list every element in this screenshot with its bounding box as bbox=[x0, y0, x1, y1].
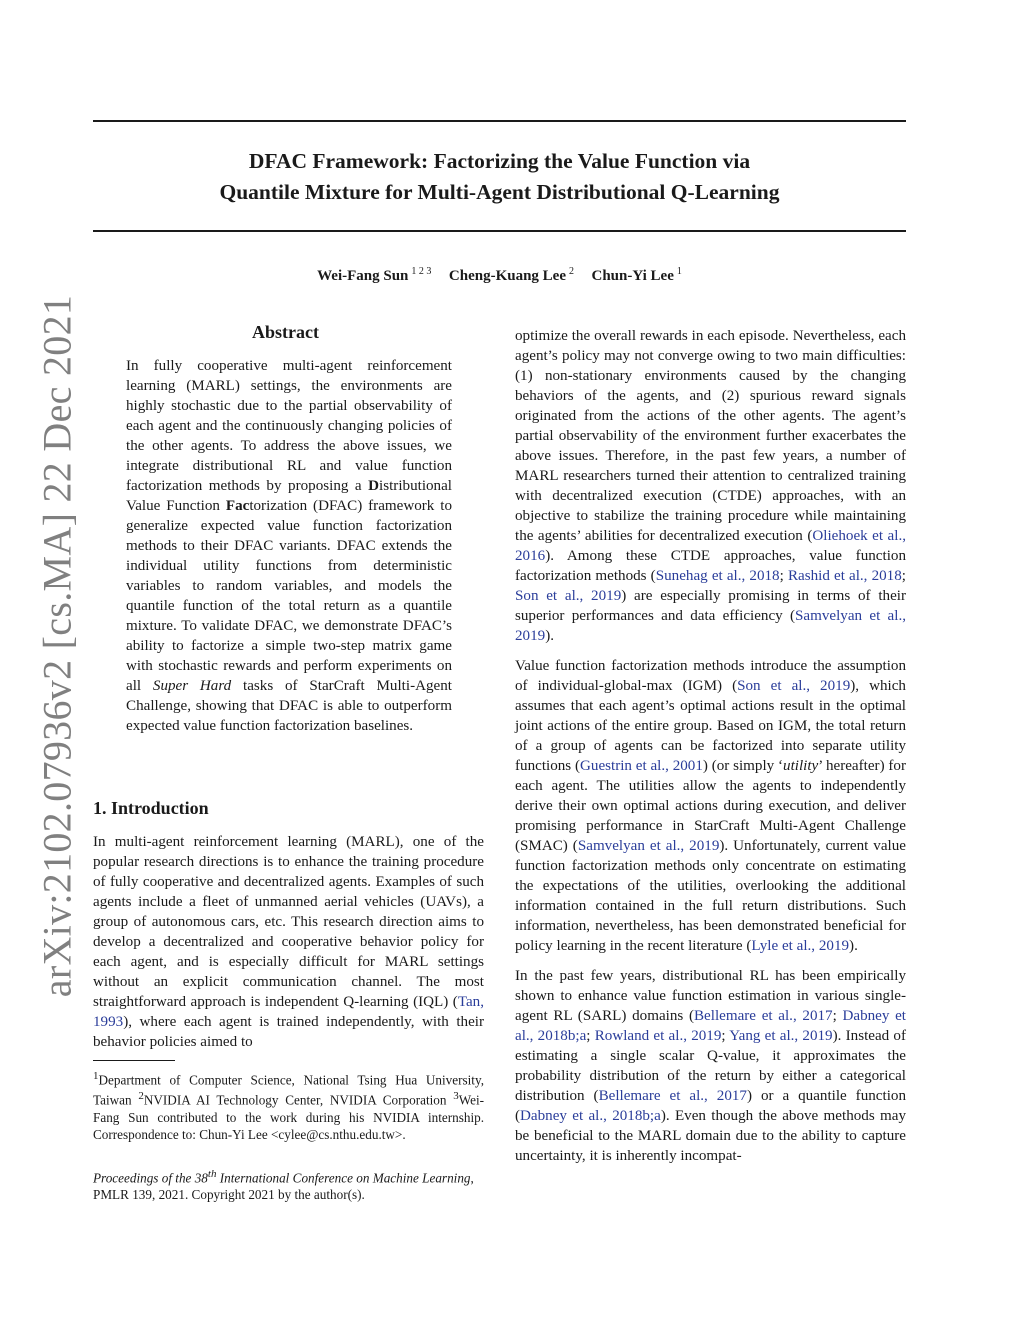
author-affiliation: 1 2 3 bbox=[411, 266, 432, 277]
author-name: Chun-Yi Lee bbox=[591, 268, 674, 284]
citation-link[interactable]: Oliehoek et al., 2016 bbox=[515, 528, 906, 564]
abstract-paragraph: In fully cooperative multi-agent reinforcement learning (MARL) settings, the environments are highly stochastic due to the partial observability of each agent and the continuously changing policies of the other agents. To address the above issues, we integrate distributional RL and value function factorization methods by proposing a Distributional Value Function Factorization (DFAC) framework to generalize expected value function factorization methods to their DFAC variants. DFAC extends the individual utility functions from deterministic variables to random variables, and models the quantile function of the total return as a quantile mixture. To validate DFAC, we demonstrate DFAC’s ability to factorize a simple two-step matrix game with stochastic rewards and perform experiments on all Super Hard tasks of StarCraft Multi-Agent Challenge, showing that DFAC is able to outperform expected value function factorization baselines. bbox=[126, 358, 452, 734]
citation-link[interactable]: Bellemare et al., 2017 bbox=[693, 1008, 833, 1024]
abstract-heading: Abstract bbox=[252, 322, 319, 342]
citation-link[interactable]: Guestrin et al., 2001 bbox=[580, 758, 703, 774]
citation-link[interactable]: Rashid et al., 2018 bbox=[787, 568, 902, 584]
body-paragraph: optimize the overall rewards in each episode. Nevertheless, each agent’s policy may not converge owing to two main difficulties: (1) non-stationary environments caused by the changing behaviors of the agents, and (2) spurious reward signals originated from the actions of the other agents. The agent’s partial observability of the environment further exacerbates the above issues. Therefore, in the past few years, a number of MARL researchers turned their attention to centralized training with decentralized execution (CTDE) approaches, with an objective to stabilize the training procedure while maintaining the agents’ abilities for decentralized execution (Oliehoek et al., 2016). Among these CTDE approaches, value function factorization methods (Sunehag et al., 2018; Rashid et al., 2018; Son et al., 2019) are especially promising in terms of their superior performances and data efficiency (Samvelyan et al., 2019). bbox=[515, 328, 906, 644]
author-name: Wei-Fang Sun bbox=[317, 268, 409, 284]
citation-link[interactable]: Yang et al., 2019 bbox=[729, 1028, 833, 1044]
emphasis-text: Super Hard bbox=[152, 678, 232, 694]
author-affiliation: 1 bbox=[676, 266, 682, 277]
title-top-rule bbox=[93, 120, 906, 122]
citation-link[interactable]: Tan, 1993 bbox=[93, 994, 484, 1030]
author-name: Cheng-Kuang Lee bbox=[448, 268, 566, 284]
footnote-rule bbox=[93, 1060, 175, 1061]
title-line-1: DFAC Framework: Factorizing the Value Function via bbox=[248, 149, 751, 173]
arxiv-identifier: arXiv:2102.07936v2 [cs.MA] 22 Dec 2021 bbox=[34, 294, 80, 998]
body-paragraph: Value function factorization methods introduce the assumption of individual-global-max (IGM) (Son et al., 2019), which assumes that each agent’s optimal actions result in the optimal joint actions of the entire group. Based on IGM, the total return of a group of agents can be factorized into separate utility functions (Guestrin et al., 2001) (or simply ‘utility’ hereafter) for each agent. The utilities allow the agents to independently derive their own optimal actions during execution, and deliver promising performance in StarCraft Multi-Agent Challenge (SMAC) (Samvelyan et al., 2019). Unfortunately, current value function factorization methods only concentrate on estimating the expectations of the utilities, overlooking the additional information contained in the full return distributions. Such information, nevertheless, has been demonstrated beneficial for policy learning in the recent literature (Lyle et al., 2019). bbox=[515, 658, 906, 954]
paper-title bbox=[93, 146, 906, 208]
title-line-2: Quantile Mixture for Multi-Agent Distributional Q-Learning bbox=[219, 180, 780, 204]
citation-link[interactable]: Bellemare et al., 2017 bbox=[598, 1088, 747, 1104]
abstract-body bbox=[126, 356, 452, 736]
citation-link[interactable]: Rowland et al., 2019 bbox=[594, 1028, 722, 1044]
citation-link[interactable]: Sunehag et al., 2018 bbox=[655, 568, 780, 584]
body-paragraph: In the past few years, distributional RL has been empirically shown to enhance value function estimation in various single-agent RL (SARL) domains (Bellemare et al., 2017; Dabney et al., 2018b;a; Rowland et al., 2019; Yang et al., 2019). Instead of estimating a single scalar Q-value, it approximates the probability distribution of the return by either a categorical distribution (Bellemare et al., 2017) or a quantile function (Dabney et al., 2018b;a). Even though the above methods may be beneficial to the MARL domain due to the ability to capture uncertainty, it is inherently incompat- bbox=[515, 968, 907, 1164]
emphasis-text: utility bbox=[783, 758, 819, 774]
citation-link[interactable]: Dabney et al., 2018b;a bbox=[520, 1108, 661, 1124]
intro-paragraph: In multi-agent reinforcement learning (MARL), one of the popular research directions is to enhance the training procedure of fully cooperative and decentralized agents. Examples of such agents include a fleet of unmanned aerial vehicles (UAVs), a group of autonomous cars, etc. This research direction aims to develop a decentralized and cooperative behavior policy for each agent, and is especially difficult for MARL settings without an explicit communication channel. The most straightforward approach is independent Q-learning (IQL) (Tan, 1993), where each agent is trained independently, with their behavior policies aimed to bbox=[93, 834, 484, 1050]
acronym-letters: Fac bbox=[225, 498, 250, 514]
title-bottom-rule bbox=[93, 230, 906, 232]
citation-link[interactable]: Son et al., 2019 bbox=[737, 678, 851, 694]
introduction-heading: 1. Introduction bbox=[93, 798, 209, 818]
affiliation-footnote: $^1$Department of Computer Science, National Tsing Hua University, Taiwan $^2$NVIDIA AI Technology Center, NVIDIA Corporation $^3$Wei-Fang Sun contributed to the work during his NVIDIA internship. Correspondence to: Chun-Yi Lee <cylee@cs.nthu.edu.tw>. bbox=[93, 1070, 485, 1142]
citation-link[interactable]: Dabney et al., 2018b;a bbox=[515, 1008, 907, 1044]
citation-link[interactable]: Samvelyan et al., 2019 bbox=[577, 838, 720, 854]
author-affiliation: 2 bbox=[569, 266, 574, 277]
right-column bbox=[515, 326, 906, 1166]
citation-link[interactable]: Samvelyan et al., 2019 bbox=[515, 608, 906, 644]
author-list bbox=[93, 266, 906, 285]
introduction-body bbox=[93, 832, 484, 1052]
citation-link[interactable]: Lyle et al., 2019 bbox=[751, 938, 850, 954]
proceedings-note: Proceedings of the 38th International Conference on Machine Learning, PMLR 139, 2021. Copyright 2021 by the author(s). bbox=[93, 1168, 474, 1203]
citation-link[interactable]: Son et al., 2019 bbox=[515, 588, 622, 604]
acronym-letter: D bbox=[368, 478, 380, 494]
